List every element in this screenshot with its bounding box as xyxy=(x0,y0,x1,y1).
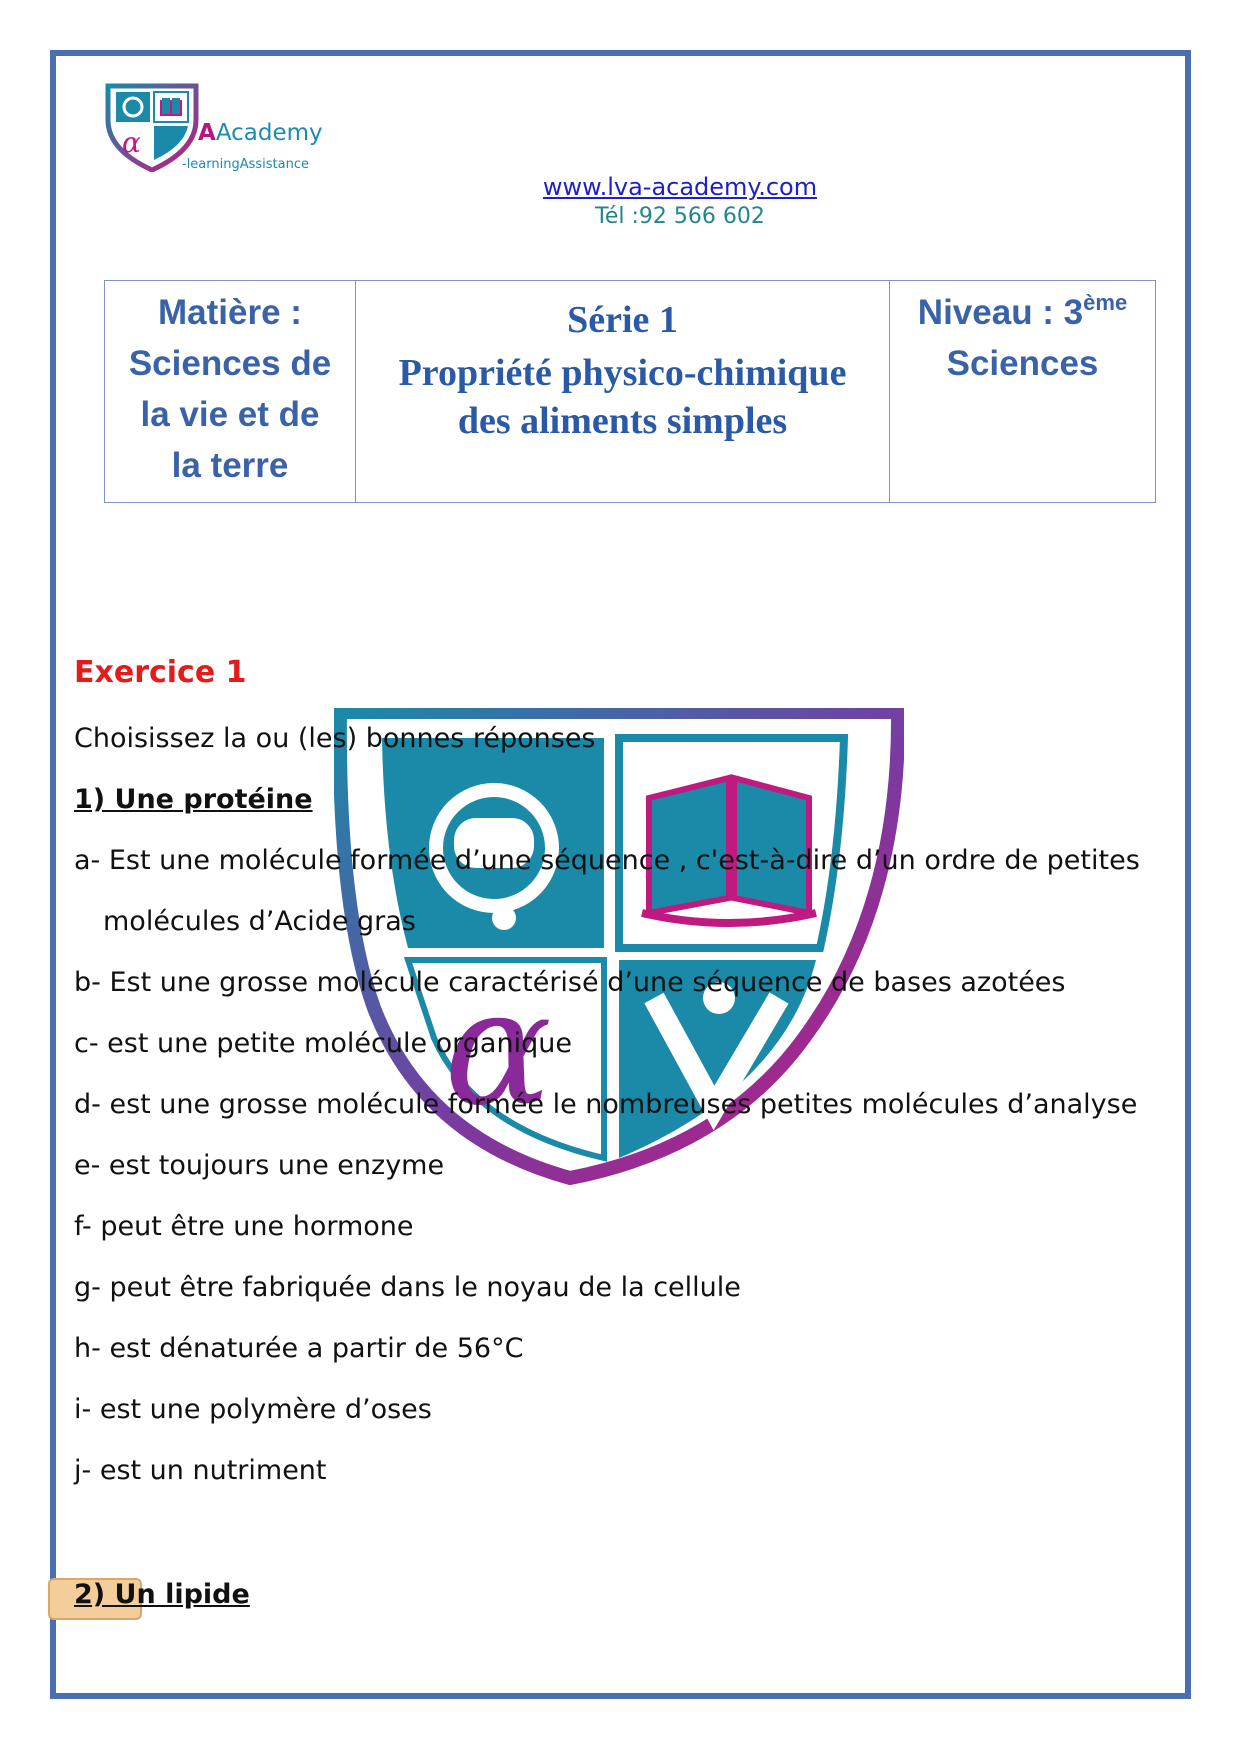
answer-option: d- est une grosse molécule formée le nombreuses petites molécules d’analyse xyxy=(74,1089,1138,1120)
logo-tagline: -learningAssistance xyxy=(182,157,309,172)
subject-line: Matière : xyxy=(158,293,302,332)
answer-option: b- Est une grosse molécule caractérisé d’une séquence de bases azotées xyxy=(74,967,1066,998)
answer-option: a- Est une molécule formée d’une séquence , c'est-à-dire d’un ordre de petites xyxy=(74,845,1140,876)
website-link[interactable]: www.lva-academy.com xyxy=(542,173,818,201)
info-table xyxy=(104,280,1156,503)
answer-option-continuation: molécules d’Acide gras xyxy=(103,906,416,937)
level-cell xyxy=(890,281,1156,503)
level-line: Niveau : 3ème xyxy=(917,290,1128,332)
logo-name: AAcademy xyxy=(198,120,323,146)
instruction-text: Choisissez la ou (les) bonnes réponses xyxy=(74,723,596,754)
answer-option: f- peut être une hormone xyxy=(74,1211,414,1242)
contact-block xyxy=(480,172,880,232)
academy-logo xyxy=(104,80,334,176)
answer-option: c- est une petite molécule organique xyxy=(74,1028,572,1059)
answer-option: e- est toujours une enzyme xyxy=(74,1150,445,1181)
phone-number: Tél :92 566 602 xyxy=(595,204,765,229)
exercise-title: Exercice 1 xyxy=(74,655,247,690)
question-title: 2) Un lipide xyxy=(74,1579,250,1610)
answer-option: h- est dénaturée a partir de 56°C xyxy=(74,1333,524,1364)
subject-line: Sciences de xyxy=(128,344,332,383)
question-title: 1) Une protéine xyxy=(74,784,313,815)
answer-option: j- est un nutriment xyxy=(74,1455,327,1486)
svg-text:α: α xyxy=(122,126,141,159)
subject-line: la vie et de xyxy=(140,395,320,434)
answer-option: i- est une polymère d’oses xyxy=(74,1394,432,1425)
theme-line: Propriété physico-chimique xyxy=(398,352,847,394)
svg-text:α: α xyxy=(444,954,553,1141)
title-cell xyxy=(356,281,890,503)
theme-line: des aliments simples xyxy=(457,400,788,442)
subject-cell xyxy=(105,281,356,503)
level-track: Sciences xyxy=(946,344,1099,383)
subject-line: la terre xyxy=(171,446,289,485)
serie-title: Série 1 xyxy=(567,299,678,341)
answer-option: g- peut être fabriquée dans le noyau de la cellule xyxy=(74,1272,741,1303)
